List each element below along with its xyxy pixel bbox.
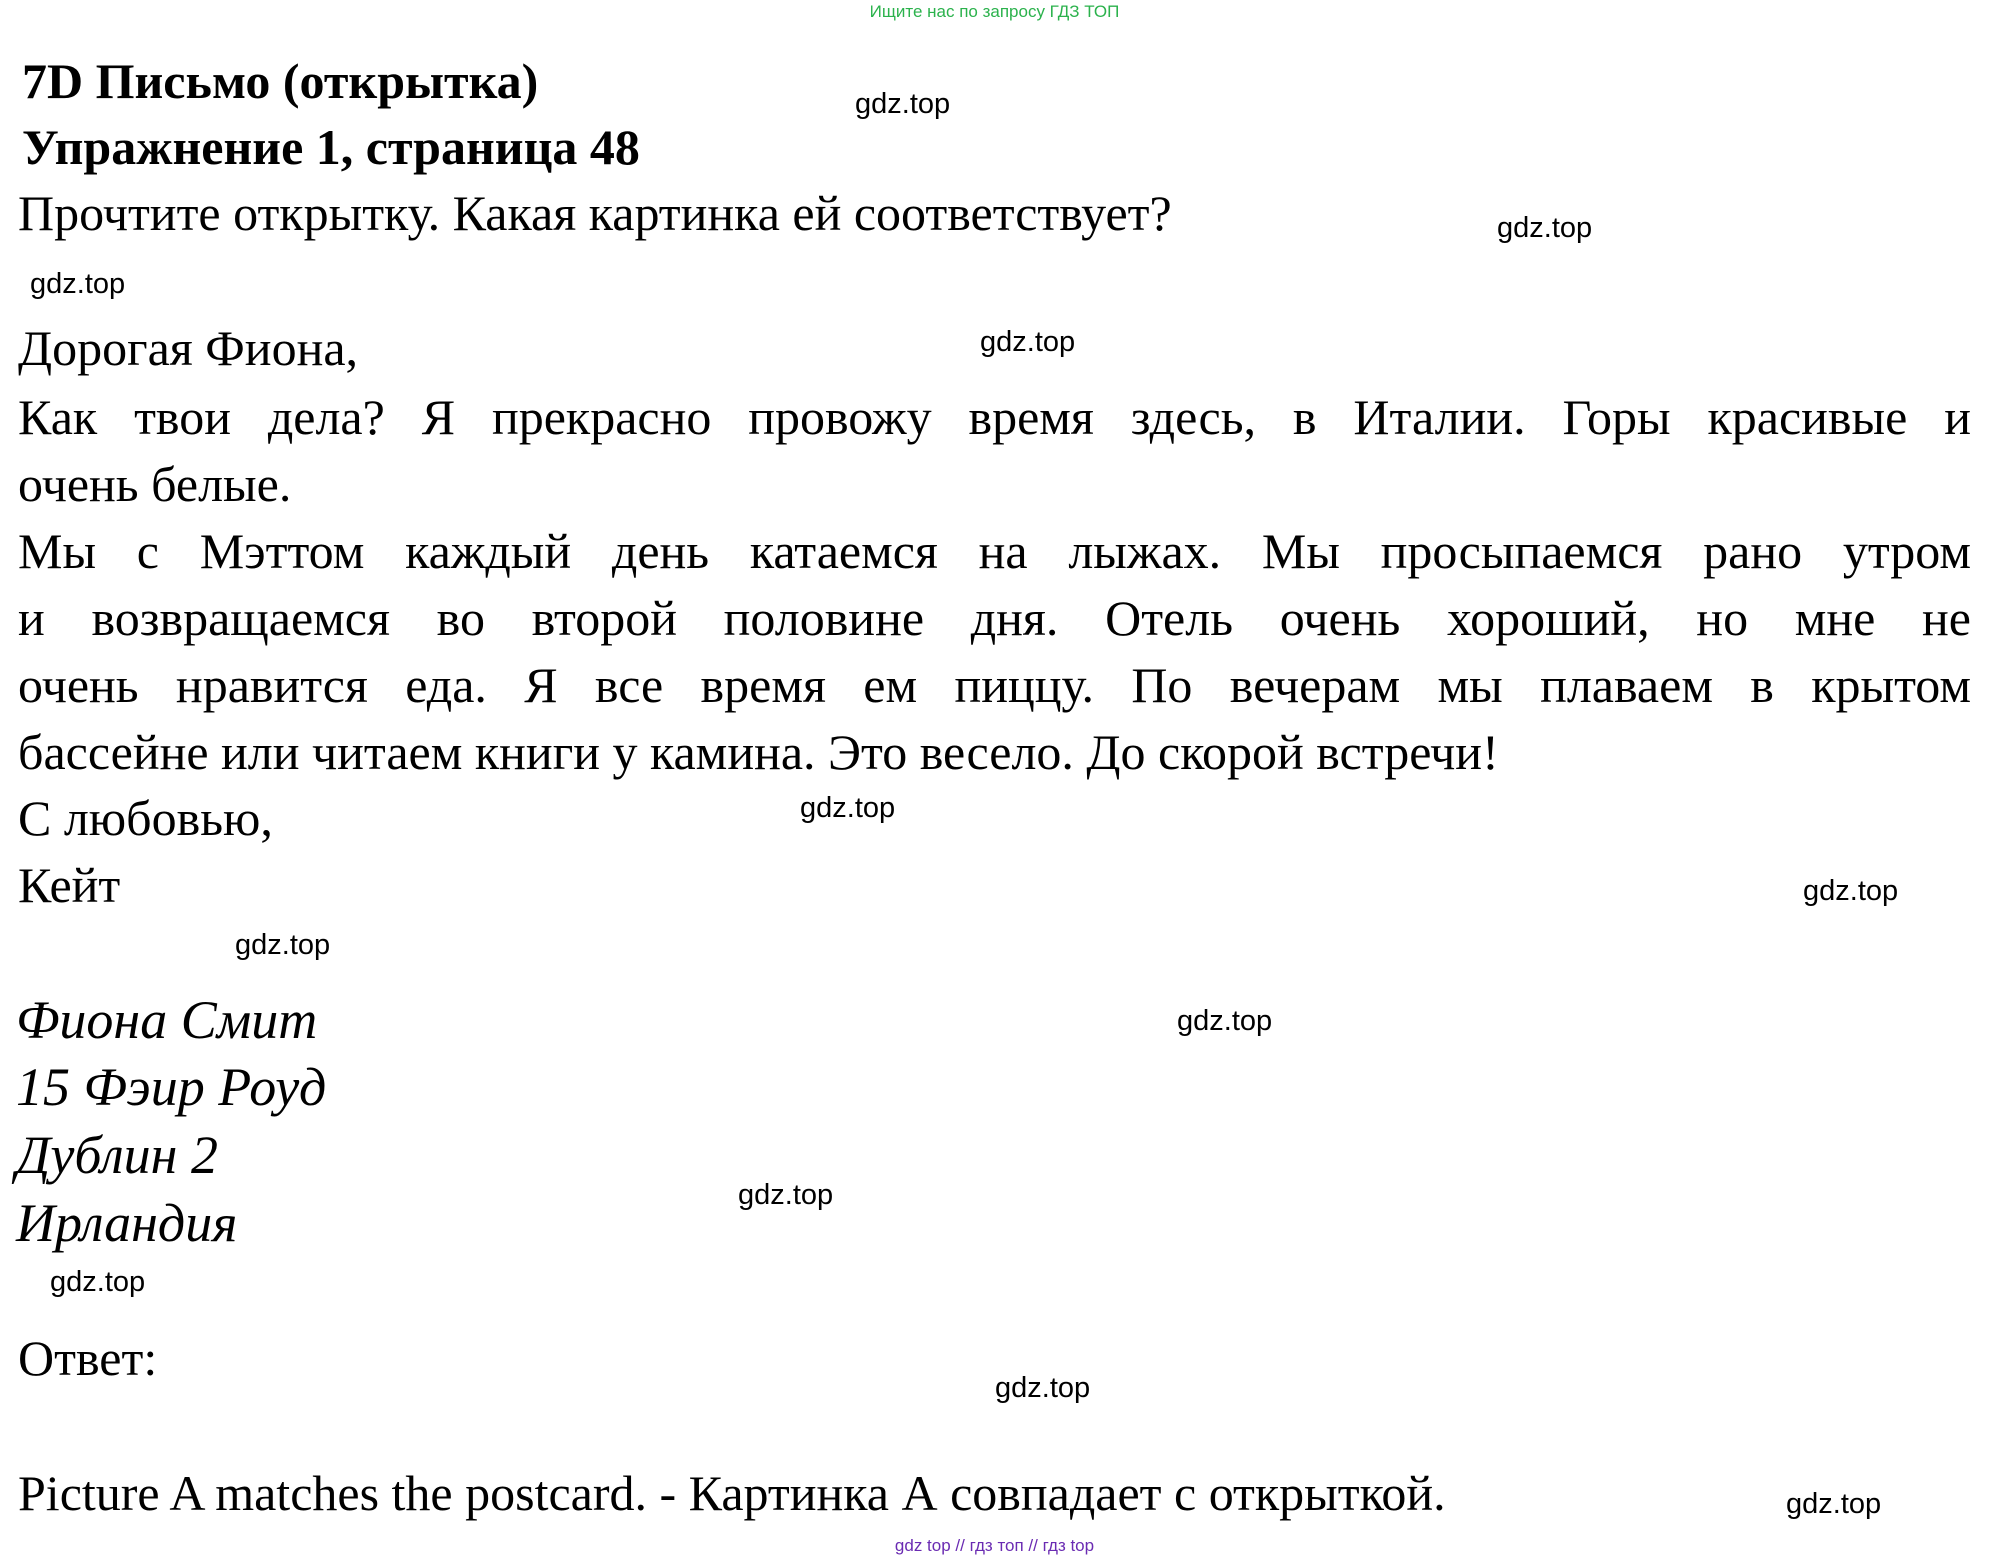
letter-signature: Кейт [18, 857, 121, 913]
watermark: gdz.top [30, 268, 126, 300]
section-title: 7D Письмо (открытка) [22, 53, 539, 109]
answer-text: Picture A matches the postcard. - Картинка А совпадает с открыткой. [18, 1465, 1446, 1521]
letter-line: Мы с Мэттом каждый день катаемся на лыжах. Мы просыпаемся рано утром [18, 523, 1971, 579]
letter-line: бассейне или читаем книги у камина. Это весело. До скорой встречи! [18, 724, 1499, 780]
letter-line: очень нравится еда. Я все время ем пиццу. По вечерам мы плаваем в крытом [18, 657, 1971, 713]
watermark: gdz.top [995, 1372, 1091, 1404]
watermark: gdz.top [1177, 1005, 1273, 1037]
top-banner: Ищите нас по запросу ГДЗ ТОП [869, 2, 1120, 21]
watermark: gdz.top [50, 1266, 146, 1298]
letter-greeting: Дорогая Фиона, [18, 320, 359, 376]
watermark: gdz.top [1786, 1488, 1882, 1520]
letter-paragraph-1 [18, 384, 1971, 518]
letter-paragraph-2 [18, 518, 1971, 786]
address-street: 15 Фэир Роуд [16, 1057, 327, 1117]
watermark: gdz.top [980, 326, 1076, 358]
exercise-title: Упражнение 1, страница 48 [22, 119, 640, 175]
watermark: gdz.top [235, 929, 331, 961]
watermark: gdz.top [1497, 212, 1593, 244]
letter-line: Как твои дела? Я прекрасно провожу время здесь, в Италии. Горы красивые и [18, 389, 1971, 445]
answer-label: Ответ: [18, 1330, 158, 1386]
watermark: gdz.top [738, 1179, 834, 1211]
address-name: Фиона Смит [16, 990, 318, 1050]
watermark: gdz.top [800, 792, 896, 824]
address-city: Дублин 2 [16, 1125, 218, 1185]
letter-closing: С любовью, [18, 790, 273, 846]
watermark: gdz.top [1803, 875, 1899, 907]
letter-line: и возвращаемся во второй половине дня. Отель очень хороший, но мне не [18, 590, 1971, 646]
task-instruction: Прочтите открытку. Какая картинка ей соответствует? [18, 185, 1172, 241]
bottom-banner: gdz top // гдз топ // гдз top [894, 1536, 1095, 1555]
watermark: gdz.top [855, 88, 951, 120]
letter-line: очень белые. [18, 456, 292, 512]
address-country: Ирландия [16, 1193, 238, 1253]
